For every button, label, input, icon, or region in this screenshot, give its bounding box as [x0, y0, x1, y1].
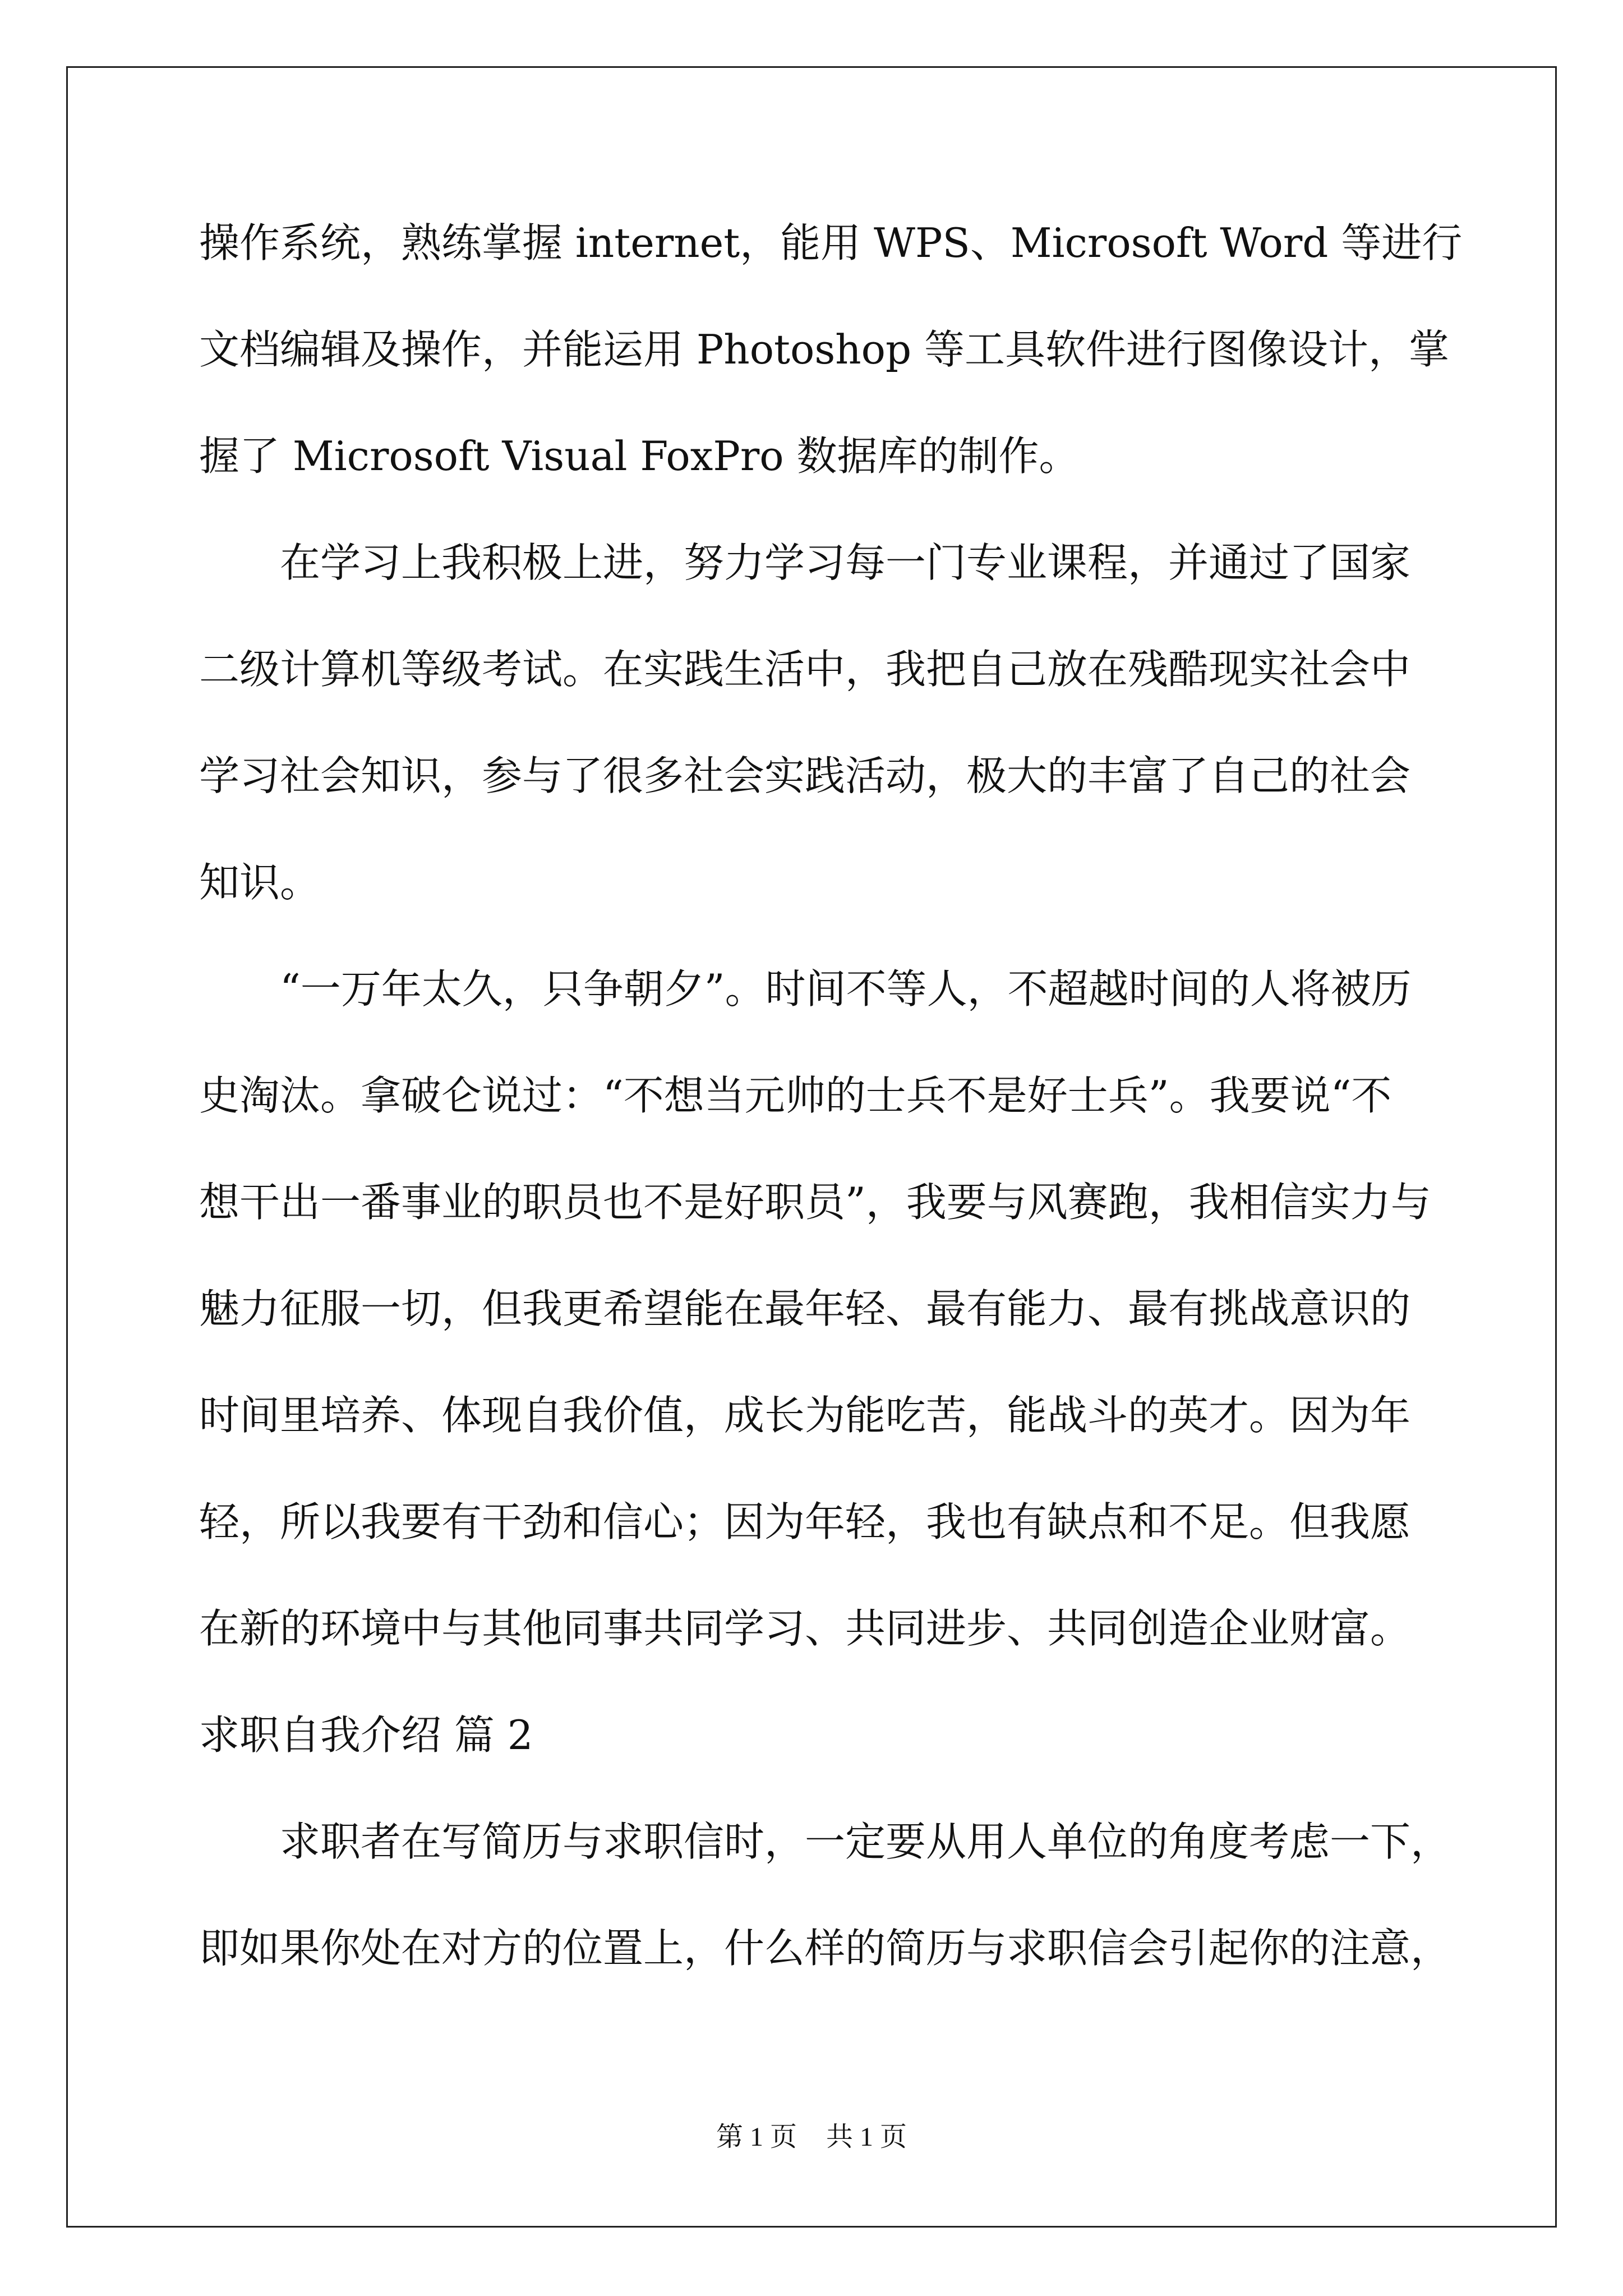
text-line: 想干出一番事业的职员也不是好职员”，我要与风赛跑，我相信实力与	[199, 1179, 1431, 1226]
text-line: 二级计算机等级考试。在实践生活中，我把自己放在残酷现实社会中	[199, 646, 1411, 693]
page-border	[66, 66, 1557, 2228]
text-line: 魅力征服一切，但我更希望能在最年轻、最有能力、最有挑战意识的	[199, 1285, 1411, 1332]
text-line: 在新的环境中与其他同事共同学习、共同进步、共同创造企业财富。	[199, 1605, 1411, 1652]
paragraph-start-line: 在学习上我积极上进，努力学习每一门专业课程，并通过了国家	[280, 539, 1411, 586]
text-line: 文档编辑及操作，并能运用 Photoshop 等工具软件进行图像设计，掌	[199, 326, 1449, 373]
text-line: 知识。	[199, 859, 321, 906]
page-footer	[0, 2120, 1623, 2154]
paragraph-start-line: “一万年太久，只争朝夕”。时间不等人，不超越时间的人将被历	[280, 965, 1412, 1013]
section-heading: 求职自我介绍 篇 2	[199, 1711, 533, 1759]
text-line: 时间里培养、体现自我价值，成长为能吃苦，能战斗的英才。因为年	[199, 1392, 1411, 1439]
paragraph-start-line: 求职者在写简历与求职信时，一定要从用人单位的角度考虑一下，	[280, 1818, 1451, 1865]
text-line: 史淘汰。拿破仑说过：“不想当元帅的士兵不是好士兵”。我要说“不	[199, 1072, 1392, 1119]
page-number-current: 第 1 页	[716, 2122, 797, 2152]
text-line: 操作系统，熟练掌握 internet，能用 WPS、Microsoft Word 等进行	[199, 219, 1463, 266]
text-line: 轻，所以我要有干劲和信心；因为年轻，我也有缺点和不足。但我愿	[199, 1498, 1411, 1545]
text-line: 学习社会知识，参与了很多社会实践活动，极大的丰富了自己的社会	[199, 752, 1411, 799]
page-number-total: 共 1 页	[826, 2122, 907, 2152]
text-line: 握了 Microsoft Visual FoxPro 数据库的制作。	[199, 432, 1080, 480]
text-line: 即如果你处在对方的位置上，什么样的简历与求职信会引起你的注意，	[199, 1925, 1451, 1972]
